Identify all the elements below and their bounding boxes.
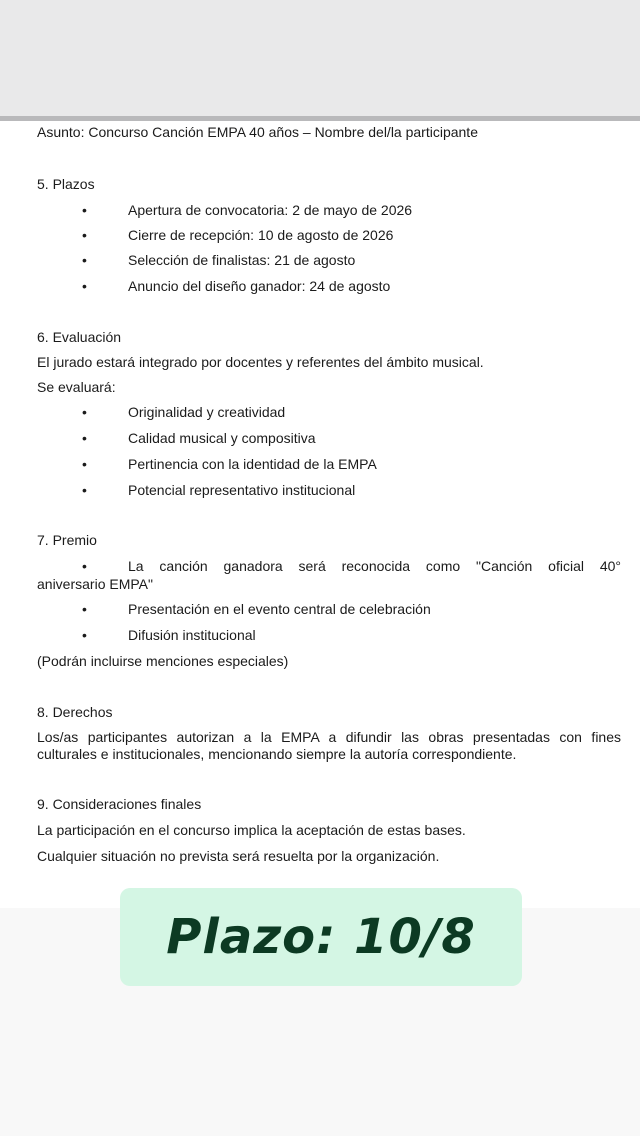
section-9-line1: La participación en el concurso implica la aceptación de estas bases.	[37, 822, 466, 838]
premio-item: Difusión institucional	[128, 627, 256, 643]
bullet: •	[82, 202, 87, 218]
deadline-badge-label: Plazo: 10/8	[166, 909, 476, 965]
bullet: •	[82, 278, 87, 294]
section-6-heading: 6. Evaluación	[37, 329, 122, 345]
premio-item-continuation: aniversario EMPA"	[37, 576, 153, 592]
bullet: •	[82, 252, 87, 268]
top-blank-area	[0, 0, 640, 116]
premio-item-cancion-oficial: La canción ganadora será reconocida como "Canción oficial 40°	[128, 558, 621, 574]
section-5-heading: 5. Plazos	[37, 176, 95, 192]
criterio-item: Calidad musical y compositiva	[128, 430, 316, 446]
section-9-line2: Cualquier situación no prevista será resuelta por la organización.	[37, 848, 440, 864]
deadline-badge	[120, 888, 522, 986]
premio-item: Presentación en el evento central de celebración	[128, 601, 431, 617]
bullet: •	[82, 430, 87, 446]
section-6-lead: Se evaluará:	[37, 379, 116, 395]
criterio-item: Pertinencia con la identidad de la EMPA	[128, 456, 377, 472]
bullet: •	[82, 227, 87, 243]
bullet: •	[82, 456, 87, 472]
section-8-text-line2: culturales e institucionales, mencionando siempre la autoría correspondiente.	[37, 746, 517, 762]
section-8-heading: 8. Derechos	[37, 704, 113, 720]
criterio-item: Originalidad y creatividad	[128, 404, 286, 420]
plazo-item-cierre: Cierre de recepción: 10 de agosto de 2026	[128, 227, 394, 243]
criterio-item: Potencial representativo institucional	[128, 482, 356, 498]
document-subject: Asunto: Concurso Canción EMPA 40 años – Nombre del/la participante	[37, 124, 478, 140]
section-7-note: (Podrán incluirse menciones especiales)	[37, 653, 289, 669]
bullet: •	[82, 482, 87, 498]
section-7-heading: 7. Premio	[37, 532, 97, 548]
bullet: •	[82, 404, 87, 420]
plazo-item-anuncio: Anuncio del diseño ganador: 24 de agosto	[128, 278, 391, 294]
bullet: •	[82, 627, 87, 643]
section-6-text: El jurado estará integrado por docentes y referentes del ámbito musical.	[37, 354, 484, 370]
section-8-text-line1: Los/as participantes autorizan a la EMPA a difundir las obras presentadas con fines	[37, 729, 621, 745]
plazo-item-finalistas: Selección de finalistas: 21 de agosto	[128, 252, 356, 268]
bullet: •	[82, 558, 87, 574]
plazo-item-apertura: Apertura de convocatoria: 2 de mayo de 2026	[128, 202, 413, 218]
bullet: •	[82, 601, 87, 617]
section-9-heading: 9. Consideraciones finales	[37, 796, 202, 812]
